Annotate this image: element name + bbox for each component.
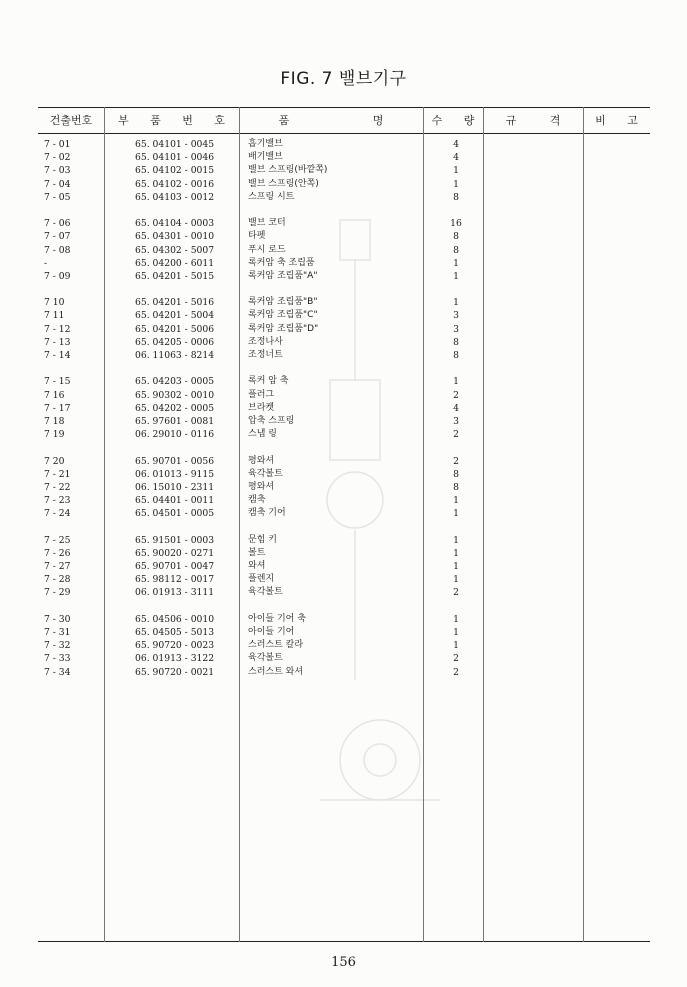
table-row [38,178,650,191]
quantity: 8 [453,231,459,243]
part-name: 타펫 [248,231,266,242]
table-row [38,560,650,573]
table-row [38,639,650,652]
item-number: 7 10 [44,297,65,309]
part-number: 65. 98112 - 0017 [135,574,215,586]
item-number: 7 19 [44,429,65,441]
item-number: 7 - 24 [44,508,71,520]
table-row [38,573,650,586]
part-number: 65. 04101 - 0045 [135,139,215,150]
part-number: 65. 90720 - 0021 [135,666,215,678]
item-number: 7 - 23 [44,495,71,507]
item-number: 7 16 [44,389,65,401]
part-name: 록커암 축 조립품 [248,257,315,268]
quantity: 1 [453,613,459,625]
table-row [38,547,650,560]
part-number: 65. 90701 - 0056 [135,455,215,467]
part-name: 밸브 스프링(안쪽) [248,178,319,189]
part-name: 캠축 [248,495,266,506]
item-number: 7 20 [44,455,65,467]
part-name: 흡기밸브 [248,139,283,149]
header-name: 품 명 [278,114,384,127]
item-number: 7 - 04 [44,178,71,190]
quantity: 8 [453,336,459,348]
table-row [38,296,650,309]
quantity: 2 [453,666,459,678]
quantity: 4 [453,402,459,414]
group-spacer [38,520,650,533]
quantity: 4 [453,139,459,150]
table-row [38,257,650,270]
item-number: 7 - 17 [44,402,71,414]
table-row [38,481,650,494]
part-name: 밸브 코터 [248,218,286,229]
table-row [38,507,650,520]
item-number: 7 - 09 [44,270,71,282]
parts-list [38,138,650,679]
part-name: 밸브 스프링(바깥쪽) [248,165,328,176]
item-number: - [44,257,48,269]
table-row [38,138,650,151]
item-number: 7 - 32 [44,640,71,652]
table-row [38,151,650,164]
quantity: 3 [453,323,459,335]
header-remark: 비 고 [595,114,638,127]
part-number: 65. 90720 - 0023 [135,640,215,652]
table-row [38,534,650,547]
quantity: 1 [453,297,459,309]
part-number: 65. 04103 - 0012 [135,191,215,203]
item-number: 7 - 03 [44,165,71,177]
part-number: 06. 15010 - 2311 [135,481,215,493]
quantity: 8 [453,468,459,480]
quantity: 2 [453,389,459,401]
part-number: 65. 04104 - 0003 [135,218,215,230]
part-name: 스냅 링 [248,429,277,440]
table-row [38,494,650,507]
header-rule [38,133,650,134]
quantity: 1 [453,561,459,572]
part-name: 평와셔 [248,455,275,466]
table-row [38,336,650,349]
group-spacer [38,283,650,296]
item-number: 7 - 26 [44,547,71,559]
table-row [38,402,650,415]
table-row [38,217,650,230]
table-row [38,428,650,441]
part-name: 플러그 [248,389,275,400]
table-row [38,389,650,402]
quantity: 2 [453,653,459,665]
quantity: 1 [453,508,459,520]
table-row [38,455,650,468]
item-number: 7 - 15 [44,376,71,388]
table-row [38,586,650,599]
quantity: 1 [453,547,459,559]
part-number: 65. 04201 - 5006 [135,323,215,335]
part-name: 브라켓 [248,402,275,413]
part-number: 65. 04201 - 5015 [135,270,215,282]
quantity: 1 [453,165,459,177]
part-number: 06. 01013 - 9115 [135,468,215,480]
quantity: 3 [453,415,459,427]
quantity: 3 [453,310,459,322]
part-number: 65. 04205 - 0006 [135,336,215,348]
part-number: 65. 04506 - 0010 [135,613,215,625]
quantity: 1 [453,270,459,282]
item-number: 7 - 12 [44,323,71,335]
item-number: 7 18 [44,415,65,427]
table-row [38,613,650,626]
part-number: 65. 04102 - 0015 [135,165,215,177]
part-number: 65. 04505 - 5013 [135,626,215,638]
table-row [38,309,650,322]
part-number: 65. 91501 - 0003 [135,534,215,546]
part-name: 스러스트 칼라 [248,640,304,651]
item-number: 7 - 25 [44,534,71,546]
table-row [38,164,650,177]
item-number: 7 - 08 [44,244,71,256]
group-spacer [38,204,650,217]
item-number: 7 - 33 [44,653,71,665]
item-number: 7 - 30 [44,613,71,625]
item-number: 7 - 07 [44,231,71,243]
quantity: 16 [450,218,462,230]
quantity: 8 [453,191,459,203]
quantity: 8 [453,481,459,493]
part-number: 06. 29010 - 0116 [135,429,215,441]
part-name: 육각볼트 [248,587,283,598]
item-number: 7 11 [44,310,65,322]
quantity: 1 [453,574,459,586]
part-number: 65. 97601 - 0081 [135,415,215,427]
header-part-no: 부 품 번 호 [118,114,225,127]
table-row [38,270,650,283]
part-number: 65. 04201 - 5016 [135,297,215,309]
table-row [38,244,650,257]
part-name: 스러스트 와셔 [248,666,304,677]
table-row [38,349,650,362]
part-name: 문힘 키 [248,534,277,545]
header-qty: 수 량 [431,114,475,127]
part-name: 평와셔 [248,481,275,492]
item-number: 7 - 28 [44,574,71,586]
part-name: 육각볼트 [248,468,283,479]
quantity: 8 [453,244,459,256]
part-number: 65. 04201 - 5004 [135,310,215,322]
part-number: 06. 01913 - 3122 [135,653,215,665]
quantity: 1 [453,376,459,388]
quantity: 1 [453,534,459,546]
item-number: 7 - 05 [44,191,71,203]
part-name: 아이들 기어 축 [248,613,306,624]
part-name: 아이들 기어 [248,626,295,637]
part-name: 록커 암 축 [248,376,289,387]
item-number: 7 - 31 [44,626,71,638]
part-name: 압축 스프링 [248,415,295,426]
table-top-rule [38,107,650,108]
part-number: 65. 04101 - 0046 [135,152,215,164]
part-number: 65. 04401 - 0011 [135,495,215,507]
part-name: 플렌지 [248,574,275,585]
part-number: 65. 90701 - 0047 [135,561,215,572]
table-bottom-rule [38,941,650,942]
group-spacer [38,441,650,454]
item-number: 7 - 34 [44,666,71,678]
group-spacer [38,362,650,375]
quantity: 2 [453,455,459,467]
item-number: 7 - 21 [44,468,71,480]
part-number: 65. 90302 - 0010 [135,389,215,401]
part-number: 65. 04302 - 5007 [135,244,215,256]
table-row [38,626,650,639]
item-number: 7 - 29 [44,587,71,599]
part-number: 65. 04102 - 0016 [135,178,215,190]
item-number: 7 - 22 [44,481,71,493]
item-number: 7 - 13 [44,336,71,348]
table-row [38,415,650,428]
table-row [38,230,650,243]
figure-title: FIG. 7 밸브기구 [280,69,407,89]
part-name: 록커암 조립품"B" [248,297,318,308]
item-number: 7 - 14 [44,350,71,361]
header-spec: 규 격 [505,114,561,127]
part-name: 육각볼트 [248,653,283,664]
table-row [38,323,650,336]
part-name: 록커암 조립품"C" [248,310,318,321]
quantity: 2 [453,429,459,441]
item-number: 7 - 02 [44,152,71,164]
group-spacer [38,600,650,613]
part-number: 65. 04501 - 0005 [135,508,215,520]
quantity: 1 [453,640,459,652]
quantity: 8 [453,350,459,361]
part-number: 65. 04301 - 0010 [135,231,215,243]
part-name: 볼트 [248,547,266,558]
part-number: 06. 01913 - 3111 [135,587,215,599]
quantity: 2 [453,587,459,599]
part-number: 65. 04200 - 6011 [135,257,215,269]
quantity: 1 [453,178,459,190]
part-number: 65. 04202 - 0005 [135,402,215,414]
part-number: 65. 04203 - 0005 [135,376,215,388]
table-row [38,652,650,665]
part-number: 65. 90020 - 0271 [135,547,215,559]
part-name: 푸시 로드 [248,244,286,255]
part-name: 록커암 조립품"D" [248,323,319,334]
quantity: 1 [453,626,459,638]
part-number: 06. 11063 - 8214 [135,350,215,361]
part-name: 조정나사 [248,336,283,347]
item-number: 7 - 06 [44,218,71,230]
table-row [38,468,650,481]
table-row [38,375,650,388]
quantity: 4 [453,152,459,164]
part-name: 스프링 시트 [248,191,295,202]
header-no: 건출번호 [49,114,93,127]
item-number: 7 - 01 [44,139,71,150]
table-row [38,191,650,204]
part-name: 조정너트 [248,350,283,360]
part-name: 록커암 조립품"A" [248,270,318,281]
part-name: 배기밸브 [248,152,283,163]
part-name: 캠축 기어 [248,508,286,519]
page-number: 156 [331,955,356,970]
quantity: 1 [453,257,459,269]
part-name: 와셔 [248,561,266,571]
quantity: 1 [453,495,459,507]
item-number: 7 - 27 [44,561,71,572]
table-row [38,666,650,679]
